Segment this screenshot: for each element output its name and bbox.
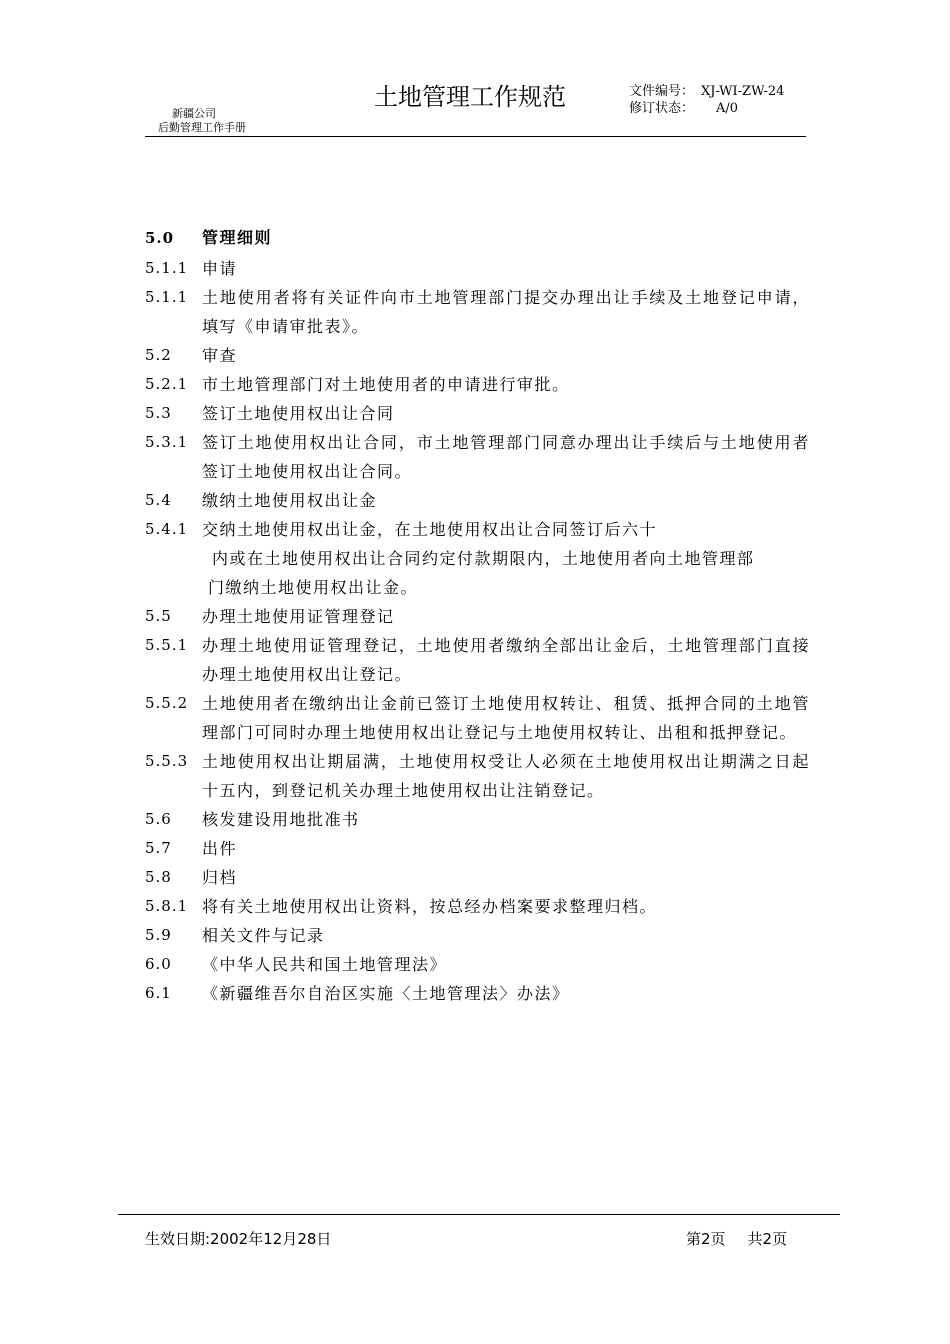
section-text: 申请 [202,259,238,278]
section-text: 《中华人民共和国土地管理法》 [202,955,448,974]
section-number: 5.5.1 [145,636,189,654]
section-5-9 [145,921,810,950]
section-5-3-1 [145,428,810,486]
section-number: 5.8.1 [145,897,189,915]
section-5-4 [145,486,810,515]
document-number-value: XJ-WI-ZW-24 [701,84,785,99]
revision-status [629,101,739,116]
section-number: 5.3.1 [145,433,189,451]
section-heading: 管理细则 [202,228,273,247]
section-text: 出件 [202,839,238,858]
section-number: 5.3 [145,404,172,422]
section-5-6 [145,805,810,834]
section-5-5-1 [145,631,810,689]
section-number: 5.1.1 [145,288,189,306]
section-5-1-1-heading [145,254,810,283]
section-5-2 [145,341,810,370]
section-text-line: 内或在土地使用权出让合同约定付款期限内，土地使用者向土地管理部 [212,549,755,568]
section-text-line: 交纳土地使用权出让金，在土地使用权出让合同签订后六十 [202,520,658,539]
section-5-2-1 [145,370,810,399]
document-number [629,84,785,99]
revision-status-label: 修订状态： [629,101,695,116]
section-number: 6.1 [145,984,172,1002]
document-title: 土地管理工作规范 [374,83,566,111]
section-number: 5.5.3 [145,752,189,770]
section-number: 5.8 [145,868,172,886]
section-number: 5.1.1 [145,259,189,277]
section-text: 签订土地使用权出让合同，市土地管理部门同意办理出让手续后与土地使用者签订土地使用权出让合同。 [202,433,810,481]
section-text: 签订土地使用权出让合同 [202,404,395,423]
revision-status-value: A/0 [716,101,739,116]
section-text: 土地使用者将有关证件向市土地管理部门提交办理出让手续及土地登记申请，填写《申请审批表》。 [202,288,810,336]
section-number: 5.2 [145,346,172,364]
section-6-0 [145,950,810,979]
company-name: 新疆公司 [172,107,216,120]
section-text: 相关文件与记录 [202,926,325,945]
section-number: 6.0 [145,955,172,973]
section-5-8-1 [145,892,810,921]
section-number: 5.4 [145,491,172,509]
section-number: 5.5.2 [145,694,189,712]
document-body [145,222,810,1008]
section-number: 5.9 [145,926,172,944]
section-text: 核发建设用地批准书 [202,810,360,829]
section-number: 5.6 [145,810,172,828]
page-number: 第2页 [686,1230,726,1248]
section-number: 5.0 [145,229,175,247]
section-5-8 [145,863,810,892]
section-5-4-1 [145,515,810,602]
section-text: 归档 [202,868,238,887]
section-text: 土地使用者在缴纳出让金前已签订土地使用权转让、租赁、抵押合同的土地管理部门可同时办理土地使用权出让登记与土地使用权转让、出租和抵押登记。 [202,694,810,742]
section-number: 5.5 [145,607,172,625]
section-text: 《新疆维吾尔自治区实施〈土地管理法〉办法》 [202,984,570,1003]
page-info [686,1230,787,1248]
section-text: 缴纳土地使用权出让金 [202,491,378,510]
section-text: 审查 [202,346,238,365]
section-text: 土地使用权出让期届满，土地使用权受让人必须在土地使用权出让期满之日起十五内，到登记机关办理土地使用权出让注销登记。 [202,752,810,800]
section-number: 5.4.1 [145,520,189,538]
page-total: 共2页 [747,1230,788,1248]
section-number: 5.2.1 [145,375,189,393]
section-5-5-3 [145,747,810,805]
section-text: 市土地管理部门对土地使用者的申请进行审批。 [202,375,570,394]
header-divider [145,136,806,137]
section-5-1-1 [145,283,810,341]
section-5-0 [145,222,810,254]
section-text-line: 门缴纳土地使用权出让金。 [208,578,419,597]
section-number: 5.7 [145,839,172,857]
section-5-3 [145,399,810,428]
section-text: 办理土地使用证管理登记 [202,607,395,626]
section-5-5-2 [145,689,810,747]
manual-name: 后勤管理工作手册 [158,121,246,134]
section-text: 将有关土地使用权出让资料，按总经办档案要求整理归档。 [202,897,658,916]
section-5-7 [145,834,810,863]
effective-date: 生效日期:2002年12月28日 [145,1230,332,1248]
section-6-1 [145,979,810,1008]
section-5-5 [145,602,810,631]
footer-divider [118,1214,840,1215]
section-text: 办理土地使用证管理登记，土地使用者缴纳全部出让金后，土地管理部门直接办理土地使用权出让登记。 [202,636,810,684]
document-number-label: 文件编号： [629,84,695,99]
